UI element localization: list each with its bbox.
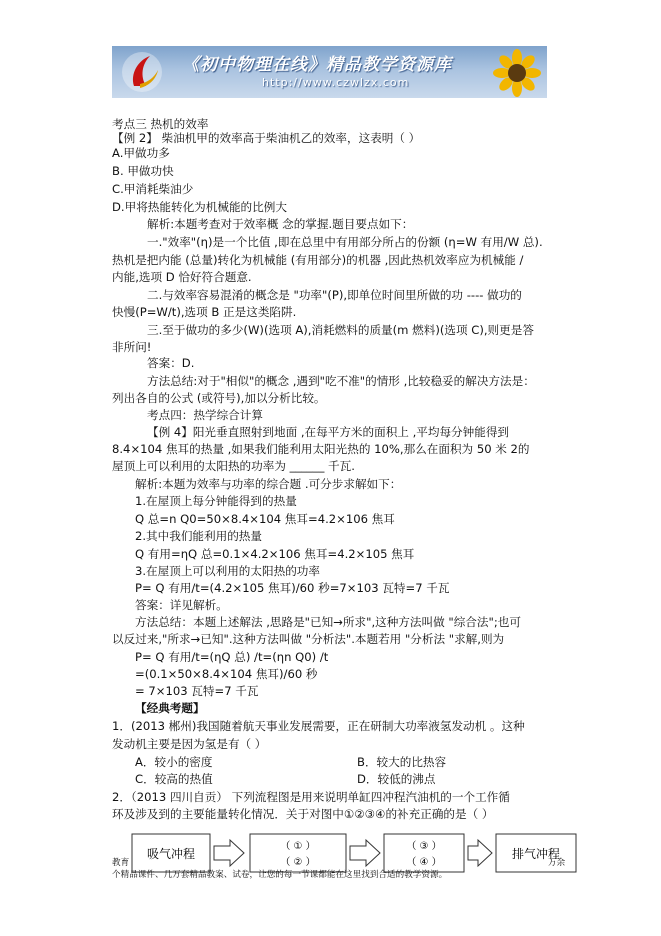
question-1: 1．(2013 郴州)我国随着航天事业发展需要，正在研制大功率液氢发动机 。这种 xyxy=(112,719,525,733)
blank-4: （ ④ ） xyxy=(406,857,442,868)
equation: P= Q 有用/t=(4.2×105 焦耳)/60 秒=7×103 瓦特=7 千瓦 xyxy=(135,581,450,595)
banner-title: 《初中物理在线》精品教学资源库 xyxy=(182,55,452,75)
option-b: B. 甲做功快 xyxy=(112,164,174,178)
option-a: A.甲做功多 xyxy=(112,146,170,160)
body-text: 列出各自的公式 (或符号),加以分析比较。 xyxy=(112,391,326,405)
banner-url[interactable]: http://www.czwlzx.com xyxy=(262,76,410,89)
example-question: 【例 2】 柴油机甲的效率高于柴油机乙的效率，这表明（ ） xyxy=(112,131,421,145)
exhaust-stroke-label: 排气冲程 xyxy=(511,847,561,861)
body-text: 热机是把内能 (总量)转化为机械能 (有用部分)的机器 ,因此热机效率应为机械能 / xyxy=(112,253,524,267)
intake-stroke-label: 吸气冲程 xyxy=(146,847,196,861)
method-summary: 方法总结：本题上述解法 ,思路是"已知→所求",这种方法叫做 "综合法";也可 xyxy=(135,615,521,629)
choice-c: C．较高的热值 xyxy=(135,772,213,786)
header-banner xyxy=(112,46,547,98)
option-d: D.甲将热能转化为机械能的比例大 xyxy=(112,200,287,214)
body-text: 以反过来,"所求→已知".这种方法叫做 "分析法".本题若用 "分析法 "求解,则为 xyxy=(112,632,505,646)
equation: Q 总=n Q0=50×8.4×104 焦耳=4.2×106 焦耳 xyxy=(135,512,395,526)
blank-1: （ ① ） xyxy=(280,841,316,852)
body-text: 2.其中我们能利用的热量 xyxy=(135,529,262,543)
site-logo-icon xyxy=(120,50,164,94)
equation: =(0.1×50×8.4×104 焦耳)/60 秒 xyxy=(135,667,318,681)
equation: P= Q 有用/t=(ηQ 总) /t=(ηn Q0) /t xyxy=(135,650,329,664)
method-summary: 方法总结:对于"相似"的概念 ,遇到"吃不准"的情形 ,比较稳妥的解决方法是： xyxy=(147,374,535,388)
body-text: 8.4×104 焦耳的热量 ,如果我们能利用太阳光热的 10%,那么在面积为 50 米 2的 xyxy=(112,442,530,456)
body-text: 1.在屋顶上每分钟能得到的热量 xyxy=(135,494,297,508)
choice-d: D．较低的沸点 xyxy=(357,772,436,786)
question-2: 2．（2013 四川自贡） 下列流程图是用来说明单缸四冲程汽油机的一个工作循 xyxy=(112,790,510,804)
body-text: 内能,选项 D 恰好符合题意. xyxy=(112,270,252,284)
arrow-icon xyxy=(214,840,244,866)
body-text: 二.与效率容易混淆的概念是 "功率"(P),即单位时间里所做的功 ---- 做功的 xyxy=(147,288,522,302)
equation: = 7×103 瓦特=7 千瓦 xyxy=(135,684,259,698)
arrow-icon xyxy=(350,840,380,866)
analysis-text: 解析:本题考查对于效率概 念的掌握.题目要点如下： xyxy=(147,217,414,231)
question-1-continued: 发动机主要是因为氢是有（ ） xyxy=(112,737,267,751)
sunflower-icon xyxy=(487,48,547,98)
example-question: 【例 4】阳光垂直照射到地面 ,在每平方米的面积上 ,平均每分钟能得到 xyxy=(147,425,510,439)
body-text: 快慢(P=W/t),选项 B 正是这类陷阱. xyxy=(112,305,297,319)
answer-text: 答案：详见解析。 xyxy=(135,598,228,612)
choice-b: B．较大的比热容 xyxy=(357,755,447,769)
section-heading: 考点四：热学综合计算 xyxy=(147,408,263,422)
section-heading: 考点三 热机的效率 xyxy=(112,117,209,131)
blank-3: （ ③ ） xyxy=(406,841,442,852)
footer-right: 万余 xyxy=(548,858,566,868)
analysis-text: 解析:本题为效率与功率的综合题 .可分步求解如下： xyxy=(135,477,402,491)
question-2-continued: 环及涉及到的主要能量转化情况．关于对图中①②③④的补充正确的是（ ） xyxy=(112,807,494,821)
equation: Q 有用=ηQ 总=0.1×4.2×106 焦耳=4.2×105 焦耳 xyxy=(135,547,415,561)
body-text: 屋顶上可以利用的太阳热的功率为 ______ 千瓦. xyxy=(112,459,355,473)
footer-note: 个精品课件、几万套精品教案、试卷，让您的每一节课都能在这里找到合适的教学资源。 xyxy=(112,870,448,880)
body-text: 三.至于做功的多少(W)(选项 A),消耗燃料的质量(m 燃料)(选项 C),则更是答 xyxy=(147,323,534,337)
answer-text: 答案：D. xyxy=(147,356,195,370)
body-text: 非所问! xyxy=(112,340,152,354)
body-text: 一."效率"(η)是一个比值 ,即在总里中有用部分所占的份额 (η=W 有用/W 总). xyxy=(147,235,543,249)
choice-a: A．较小的密度 xyxy=(135,755,213,769)
footer-left: 教育 xyxy=(112,858,130,868)
blank-2: （ ② ） xyxy=(280,857,316,868)
arrow-icon xyxy=(468,840,492,866)
classic-questions-heading: 【经典考题】 xyxy=(135,701,205,715)
option-c: C.甲消耗柴油少 xyxy=(112,182,194,196)
body-text: 3.在屋顶上可以利用的太阳热的功率 xyxy=(135,564,320,578)
